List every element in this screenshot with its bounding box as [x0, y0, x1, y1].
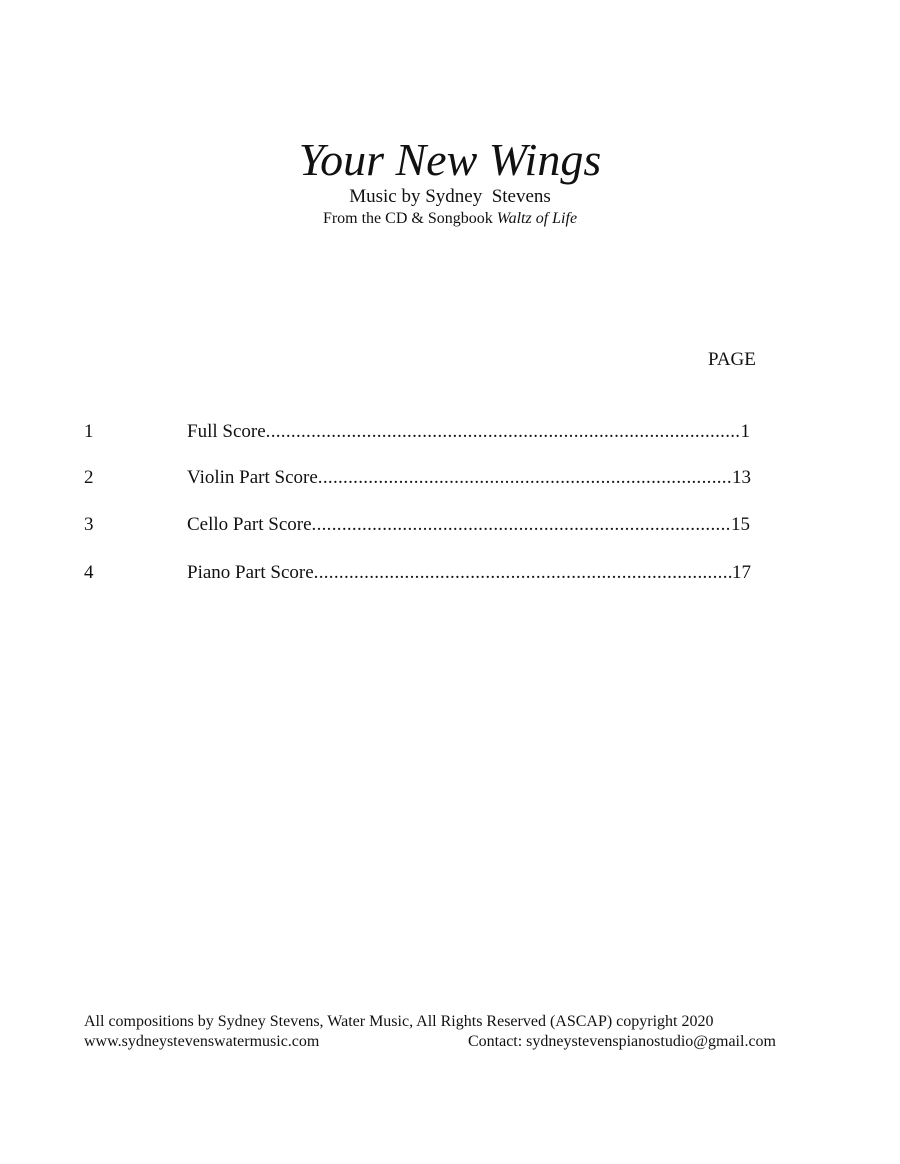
toc-row	[0, 514, 900, 538]
toc-row	[0, 421, 900, 445]
page-column-heading: PAGE	[708, 349, 756, 370]
toc-number: 1	[84, 421, 94, 442]
toc-label: Cello Part Score	[187, 514, 312, 535]
website-text: www.sydneystevenswatermusic.com	[84, 1033, 320, 1050]
toc-dot-leader	[314, 562, 732, 584]
composer-credit: Music by Sydney Stevens	[349, 186, 551, 207]
contact-email-text: Contact: sydneystevenspianostudio@gmail.com	[467, 1033, 776, 1050]
page-title: Your New Wings	[298, 134, 602, 185]
toc-label: Full Score	[187, 421, 266, 442]
toc-number: 4	[84, 562, 94, 583]
toc-label: Violin Part Score	[187, 467, 318, 488]
source-prefix: From the CD & Songbook	[322, 210, 497, 227]
source-line	[0, 209, 900, 229]
toc-dot-leader	[318, 467, 732, 489]
toc-number: 2	[84, 467, 94, 488]
toc-page-number: 17	[732, 562, 751, 583]
toc-page-number: 15	[731, 514, 750, 535]
toc-entry	[187, 421, 750, 443]
copyright-notice: All compositions by Sydney Stevens, Water Music, All Rights Reserved (ASCAP) copyright 2020	[84, 1013, 714, 1030]
toc-row	[0, 562, 900, 586]
toc-entry	[187, 467, 751, 489]
footer-contact-line	[84, 1032, 776, 1051]
toc-dot-leader	[312, 514, 731, 536]
toc-entry	[187, 514, 750, 536]
source-book-title: Waltz of Life	[496, 210, 578, 227]
toc-row	[0, 467, 900, 491]
toc-number: 3	[84, 514, 94, 535]
toc-label: Piano Part Score	[187, 562, 314, 583]
toc-page-number: 1	[740, 421, 750, 442]
toc-dot-leader	[266, 421, 741, 443]
toc-page-number: 13	[732, 467, 751, 488]
toc-entry	[187, 562, 751, 584]
